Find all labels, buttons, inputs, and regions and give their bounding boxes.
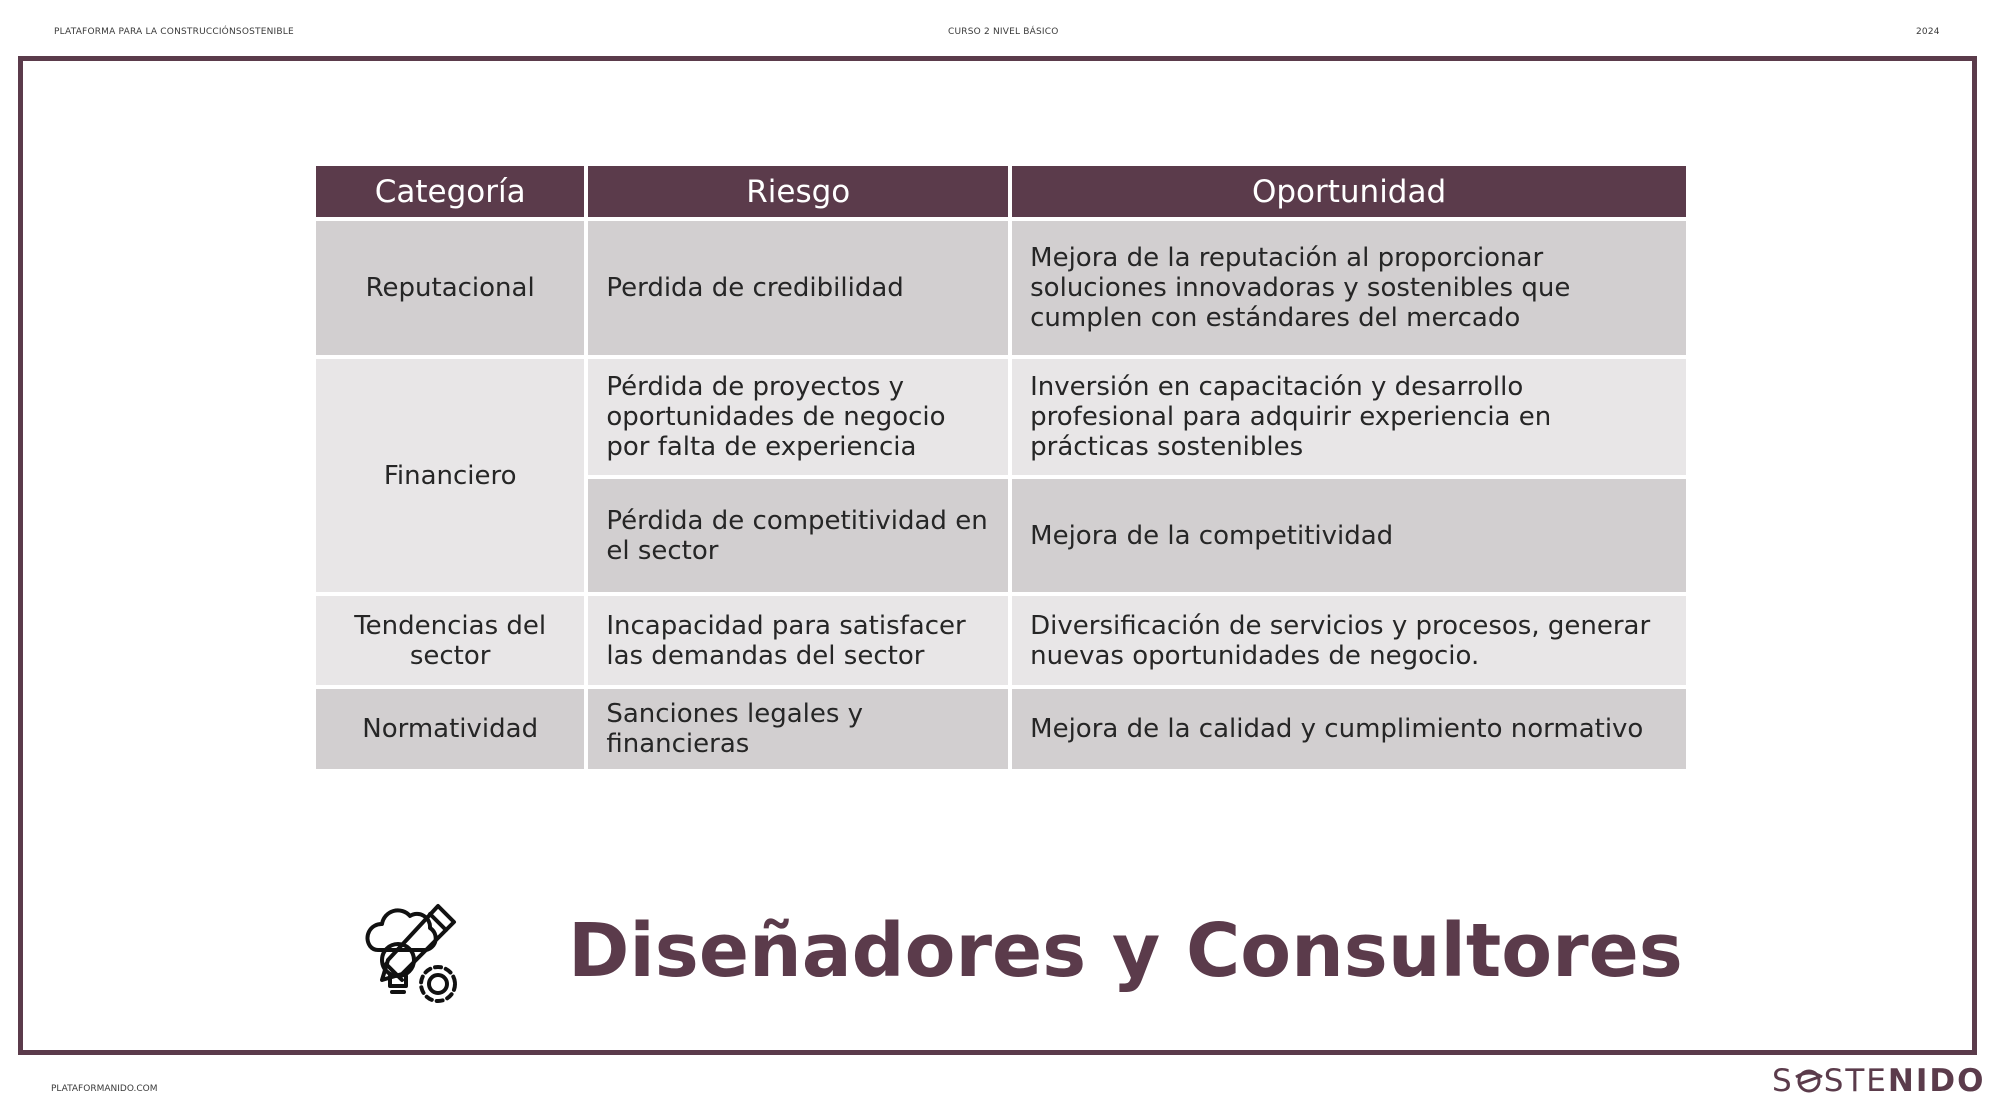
- cell-opportunity: Mejora de la calidad y cumplimiento normativo: [1012, 689, 1686, 769]
- logo-part-s: S: [1772, 1063, 1794, 1099]
- cell-opportunity: Diversificación de servicios y procesos, generar nuevas oportunidades de negocio.: [1012, 596, 1686, 685]
- cell-risk: Perdida de credibilidad: [588, 221, 1008, 355]
- logo-o-icon: [1794, 1067, 1824, 1095]
- logo-part-nido: NIDO: [1887, 1063, 1986, 1099]
- design-consulting-icon: [356, 900, 468, 1012]
- table-row: [316, 596, 1686, 685]
- risk-opportunity-table: [312, 162, 1690, 773]
- table-header-row: [316, 166, 1686, 217]
- header-category: Categoría: [316, 166, 584, 217]
- cell-opportunity: Mejora de la competitividad: [1012, 479, 1686, 592]
- cell-risk: Sanciones legales y financieras: [588, 689, 1008, 769]
- cell-category: Tendencias del sector: [316, 596, 584, 685]
- section-title: Diseñadores y Consultores: [568, 908, 1683, 994]
- table-row: [316, 359, 1686, 475]
- header-opportunity: Oportunidad: [1012, 166, 1686, 217]
- cell-category: Financiero: [316, 359, 584, 592]
- cell-category: Reputacional: [316, 221, 584, 355]
- header-year: 2024: [1916, 27, 1940, 37]
- cell-risk: Pérdida de competitividad en el sector: [588, 479, 1008, 592]
- cell-risk: Pérdida de proyectos y oportunidades de negocio por falta de experiencia: [588, 359, 1008, 475]
- cell-opportunity: Mejora de la reputación al proporcionar soluciones innovadoras y sostenibles que cumplen con estándares del mercado: [1012, 221, 1686, 355]
- header-platform-label: PLATAFORMA PARA LA CONSTRUCCIÓNSOSTENIBLE: [54, 27, 294, 37]
- brand-logo: [1772, 1063, 1985, 1099]
- table-row: [316, 221, 1686, 355]
- cell-category: Normatividad: [316, 689, 584, 769]
- footer-url: PLATAFORMANIDO.COM: [51, 1084, 158, 1094]
- cell-opportunity: Inversión en capacitación y desarrollo profesional para adquirir experiencia en prácticas sostenibles: [1012, 359, 1686, 475]
- header-risk: Riesgo: [588, 166, 1008, 217]
- cell-risk: Incapacidad para satisfacer las demandas del sector: [588, 596, 1008, 685]
- header-course-label: CURSO 2 NIVEL BÁSICO: [948, 27, 1059, 37]
- logo-part-ste: STE: [1823, 1063, 1888, 1099]
- table-row: [316, 689, 1686, 769]
